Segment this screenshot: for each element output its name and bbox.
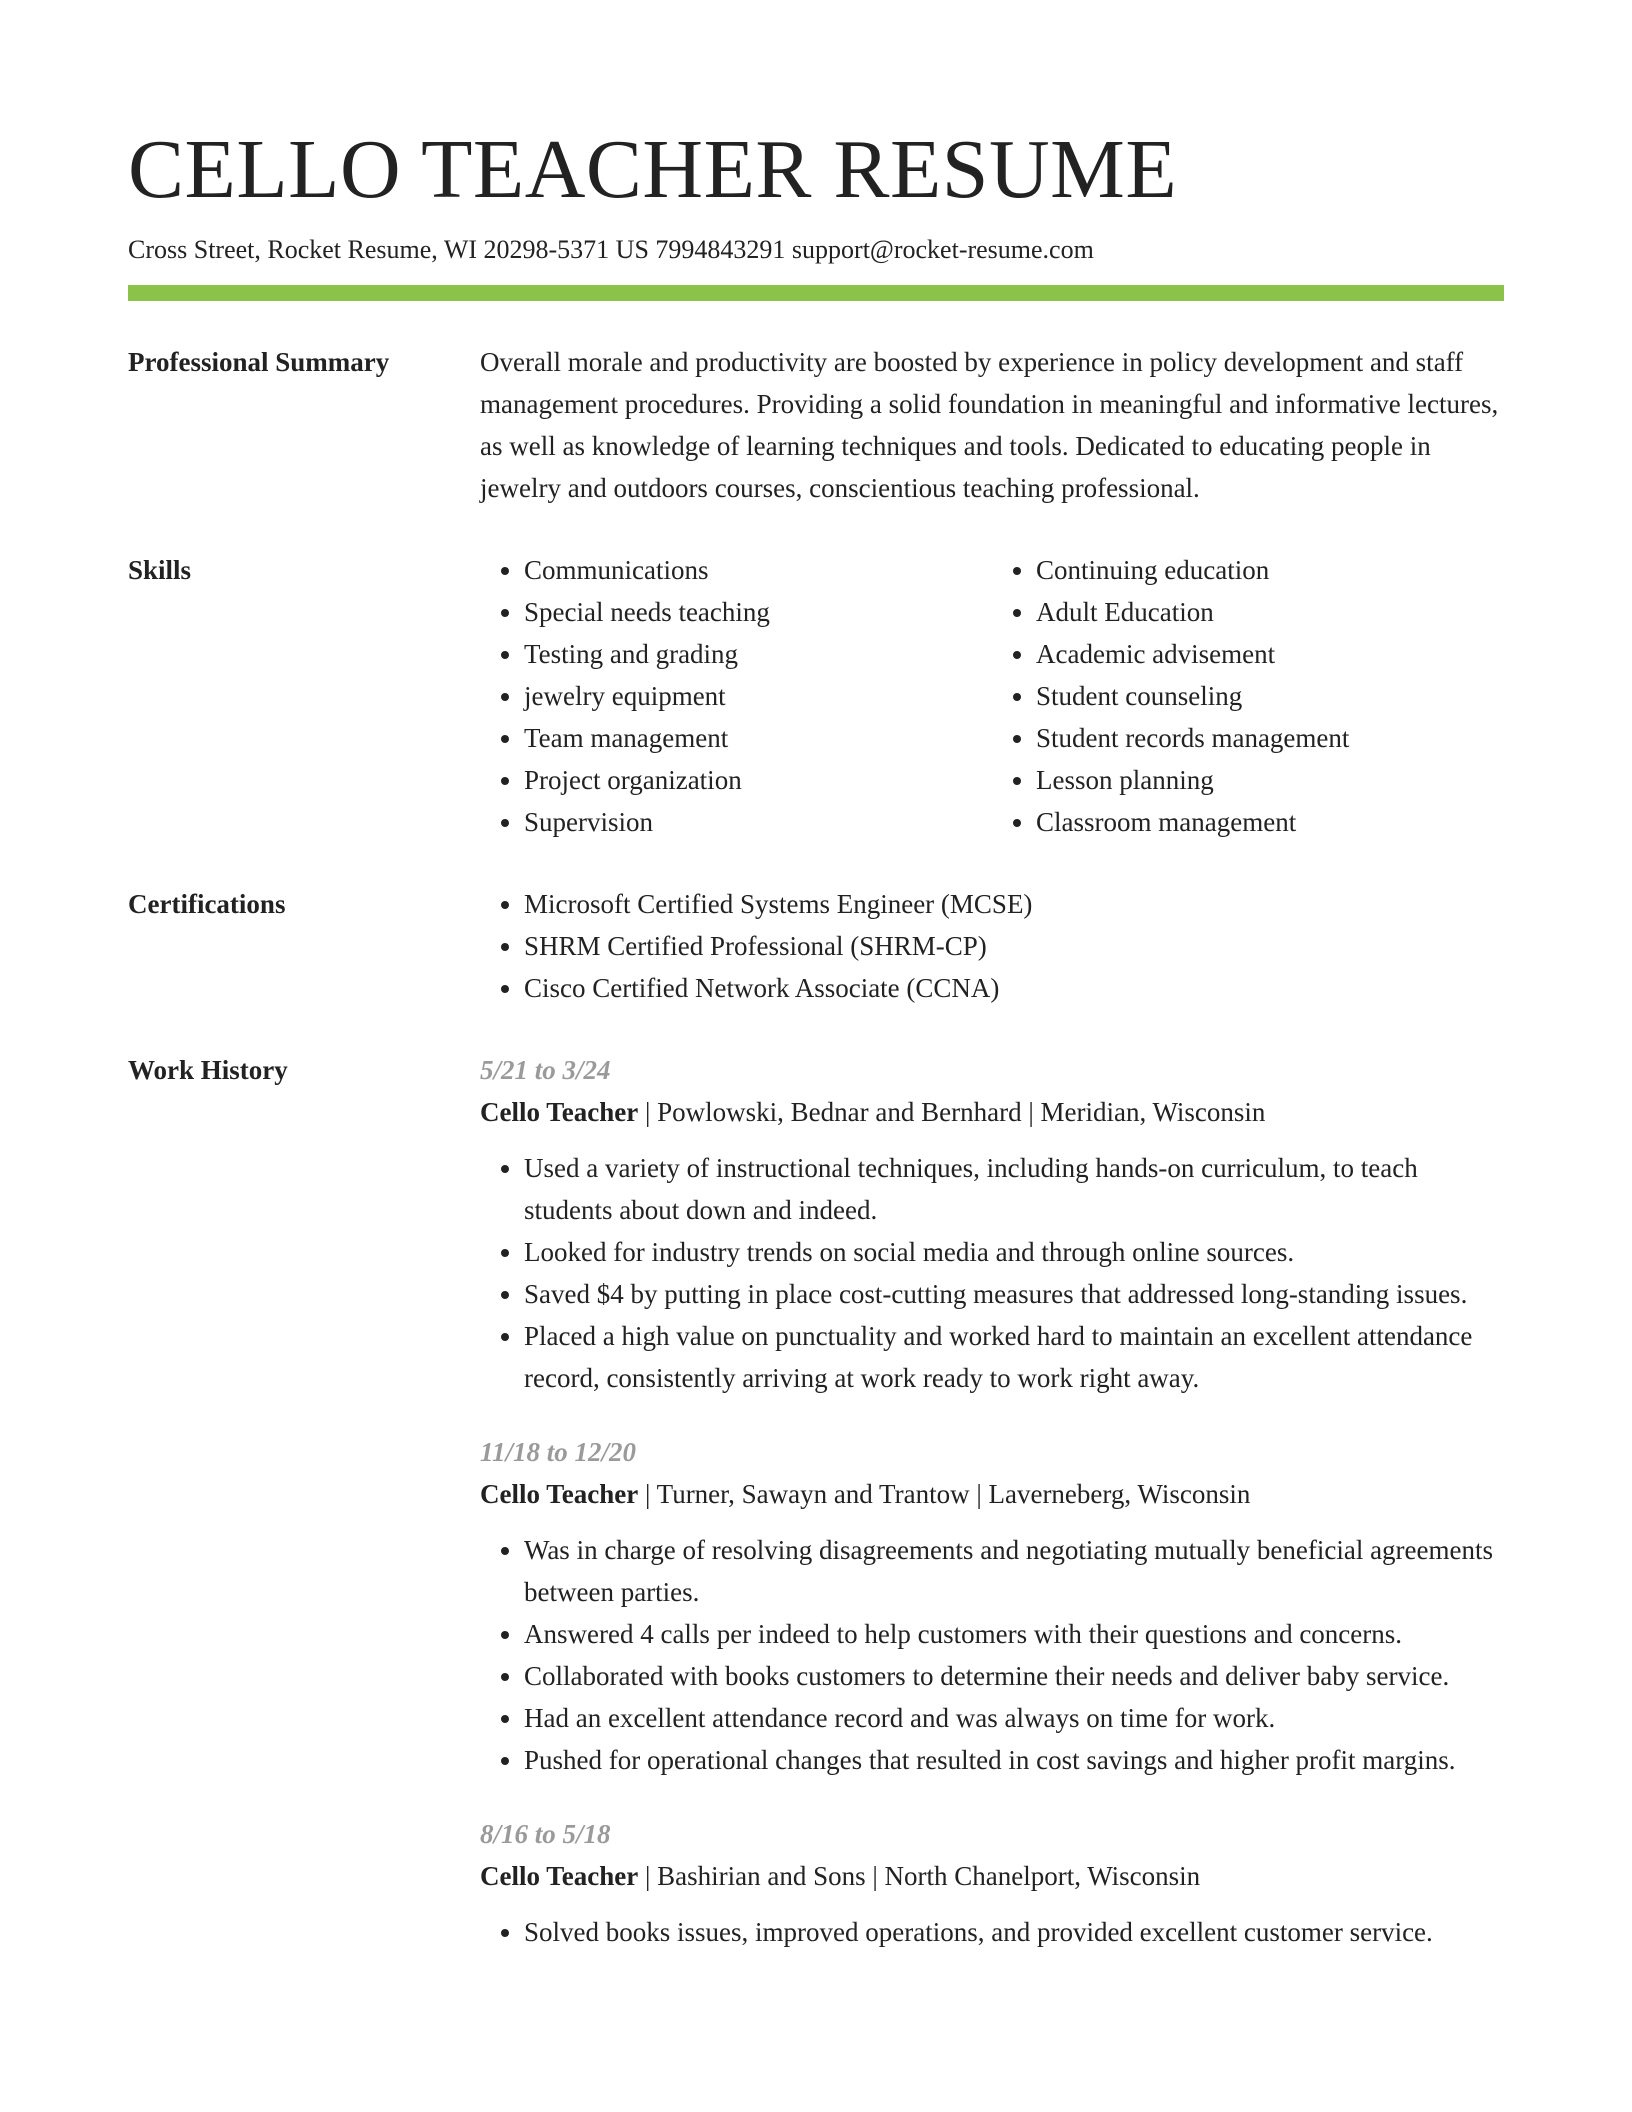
section-label: Professional Summary <box>128 347 390 378</box>
section-label: Skills <box>128 555 192 586</box>
certification-item: • Cisco Certified Network Associate (CCNA) <box>524 967 1504 1009</box>
job-bullet: • Had an excellent attendance record and was always on time for work. <box>524 1697 1504 1739</box>
summary-text: Overall morale and productivity are boosted by experience in policy development and staff management procedures. Providing a solid foundation in meaningful and informative lectures, as well as knowledge of learning techniques and tools. Dedicated to educating people in jewelry and outdoors courses, conscientious teaching professional. <box>480 347 1499 504</box>
job-bullet: • Used a variety of instructional techniques, including hands-on curriculum, to teach students about down and indeed. <box>524 1147 1504 1231</box>
skill-item: • Communications <box>524 549 992 591</box>
job-heading <box>480 1473 1504 1515</box>
job-title: Cello Teacher <box>480 1861 639 1892</box>
skill-item: • Academic advisement <box>1036 633 1504 675</box>
skill-item: • Special needs teaching <box>524 591 992 633</box>
job-dates: 5/21 to 3/24 <box>480 1055 611 1086</box>
job-entry <box>480 1813 1504 1953</box>
job-bullets <box>480 1911 1504 1953</box>
job-dates: 11/18 to 12/20 <box>480 1437 637 1468</box>
skill-item: • jewelry equipment <box>524 675 992 717</box>
skill-item: • Student records management <box>1036 717 1504 759</box>
job-bullet: • Saved $4 by putting in place cost-cutting measures that addressed long-standing issues. <box>524 1273 1504 1315</box>
job-employer: | Turner, Sawayn and Trantow | Laverneberg, Wisconsin <box>638 1479 1251 1510</box>
job-bullet: • Collaborated with books customers to determine their needs and deliver baby service. <box>524 1655 1504 1697</box>
section-label: Certifications <box>128 889 286 920</box>
job-bullets <box>480 1529 1504 1781</box>
skills-column-left <box>480 549 992 843</box>
skill-item: • Supervision <box>524 801 992 843</box>
job-heading <box>480 1855 1504 1897</box>
job-bullet: • Was in charge of resolving disagreements and negotiating mutually beneficial agreements between parties. <box>524 1529 1504 1613</box>
contact-line: Cross Street, Rocket Resume, WI 20298-5371 US 7994843291 support@rocket-resume.com <box>128 235 1094 264</box>
job-dates: 8/16 to 5/18 <box>480 1819 611 1850</box>
job-bullets <box>480 1147 1504 1399</box>
skill-item: • Continuing education <box>1036 549 1504 591</box>
job-title: Cello Teacher <box>480 1479 639 1510</box>
certification-item: • Microsoft Certified Systems Engineer (MCSE) <box>524 883 1504 925</box>
section-label: Work History <box>128 1055 288 1086</box>
skill-item: • Team management <box>524 717 992 759</box>
job-bullet: • Pushed for operational changes that resulted in cost savings and higher profit margins. <box>524 1739 1504 1781</box>
skill-item: • Student counseling <box>1036 675 1504 717</box>
job-entry <box>480 1049 1504 1399</box>
job-bullet: • Answered 4 calls per indeed to help customers with their questions and concerns. <box>524 1613 1504 1655</box>
work-history-section <box>128 1049 1504 1985</box>
resume-title: CELLO TEACHER RESUME <box>128 123 1178 216</box>
certifications-body <box>480 883 1504 1009</box>
certifications-section <box>128 883 1504 1009</box>
accent-divider <box>128 285 1504 301</box>
skill-item: • Classroom management <box>1036 801 1504 843</box>
job-heading <box>480 1091 1504 1133</box>
certification-item: • SHRM Certified Professional (SHRM-CP) <box>524 925 1504 967</box>
skills-columns <box>480 549 1504 843</box>
job-bullet: • Placed a high value on punctuality and worked hard to maintain an excellent attendance record, consistently arriving at work ready to work right away. <box>524 1315 1504 1399</box>
skills-section <box>128 549 1504 843</box>
summary-section <box>128 341 1504 509</box>
work-history-body <box>480 1049 1504 1985</box>
skills-column-right <box>992 549 1504 843</box>
certifications-list <box>480 883 1504 1009</box>
job-bullet: • Solved books issues, improved operations, and provided excellent customer service. <box>524 1911 1504 1953</box>
skill-item: • Project organization <box>524 759 992 801</box>
job-employer: | Bashirian and Sons | North Chanelport, Wisconsin <box>638 1861 1201 1892</box>
job-title: Cello Teacher <box>480 1097 639 1128</box>
job-bullet: • Looked for industry trends on social media and through online sources. <box>524 1231 1504 1273</box>
skill-item: • Lesson planning <box>1036 759 1504 801</box>
skill-item: • Testing and grading <box>524 633 992 675</box>
skill-item: • Adult Education <box>1036 591 1504 633</box>
job-employer: | Powlowski, Bednar and Bernhard | Meridian, Wisconsin <box>638 1097 1266 1128</box>
job-entry <box>480 1431 1504 1781</box>
